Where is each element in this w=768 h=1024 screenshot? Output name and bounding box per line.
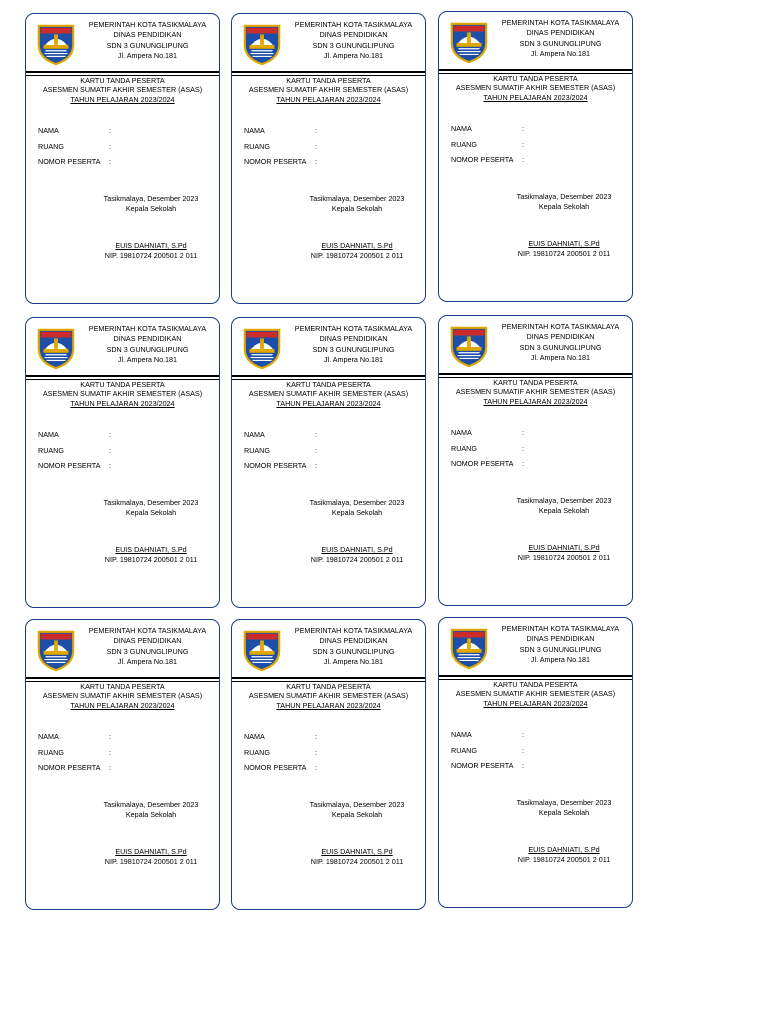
name-field: [244, 430, 317, 440]
number-label: NOMOR PESERTA: [244, 763, 307, 772]
name-label: NAMA: [38, 430, 59, 439]
school-header: [489, 624, 632, 666]
header-office: DINAS PENDIDIKAN: [113, 30, 182, 40]
room-colon: :: [109, 748, 111, 757]
room-field: [244, 748, 317, 758]
room-field: [451, 140, 524, 150]
title-school-year: TAHUN PELAJARAN 2023/2024: [483, 92, 588, 102]
city-emblem-logo: [35, 22, 77, 66]
room-colon: :: [315, 446, 317, 455]
name-label: NAMA: [244, 430, 265, 439]
title-assessment: ASESMEN SUMATIF AKHIR SEMESTER (ASAS): [455, 387, 616, 397]
title-school-year: TAHUN PELAJARAN 2023/2024: [483, 698, 588, 708]
name-field: [38, 732, 111, 742]
signer-role: Kepala Sekolah: [538, 202, 590, 211]
name-colon: :: [315, 732, 317, 741]
name-label: NAMA: [244, 126, 265, 135]
room-colon: :: [315, 142, 317, 151]
name-colon: :: [315, 126, 317, 135]
header-rule-thick: [232, 71, 425, 73]
header-rule-thick: [26, 71, 219, 73]
number-colon: :: [109, 763, 111, 772]
title-card-name: KARTU TANDA PESERTA: [286, 682, 371, 691]
place-date: Tasikmalaya, Desember 2023: [309, 194, 405, 203]
header-office: DINAS PENDIDIKAN: [526, 28, 595, 38]
signer-nip: NIP. 19810724 200501 2 011: [517, 553, 611, 562]
header-rule-thick: [26, 677, 219, 679]
title-school-year: TAHUN PELAJARAN 2023/2024: [276, 700, 381, 710]
room-field: [244, 446, 317, 456]
city-emblem-logo: [448, 324, 490, 368]
room-label: RUANG: [38, 446, 64, 455]
school-header: [489, 322, 632, 364]
header-office: DINAS PENDIDIKAN: [526, 634, 595, 644]
header-school: SDN 3 GUNUNGLIPUNG: [519, 644, 602, 654]
room-field: [38, 748, 111, 758]
name-field: [451, 428, 524, 438]
room-label: RUANG: [244, 142, 270, 151]
name-label: NAMA: [38, 732, 59, 741]
room-label: RUANG: [451, 746, 477, 755]
title-card-name: KARTU TANDA PESERTA: [80, 76, 165, 85]
header-address: Jl. Ampera No.181: [323, 51, 384, 61]
header-rule-thick: [232, 677, 425, 679]
header-government: PEMERINTAH KOTA TASIKMALAYA: [501, 18, 620, 27]
room-field: [451, 444, 524, 454]
participant-card: [231, 317, 426, 608]
signer-role: Kepala Sekolah: [125, 508, 177, 517]
number-colon: :: [109, 157, 111, 166]
place-date: Tasikmalaya, Desember 2023: [103, 498, 199, 507]
header-rule-thick: [439, 69, 632, 71]
name-label: NAMA: [451, 124, 472, 133]
signer-nip: NIP. 19810724 200501 2 011: [517, 249, 611, 258]
name-colon: :: [109, 126, 111, 135]
number-colon: :: [315, 763, 317, 772]
signer-role: Kepala Sekolah: [331, 810, 383, 819]
school-header: [76, 20, 219, 62]
name-colon: :: [522, 124, 524, 133]
school-header: [282, 20, 425, 62]
title-school-year: TAHUN PELAJARAN 2023/2024: [70, 700, 175, 710]
signer-nip: NIP. 19810724 200501 2 011: [104, 555, 198, 564]
title-school-year: TAHUN PELAJARAN 2023/2024: [70, 398, 175, 408]
room-label: RUANG: [451, 140, 477, 149]
school-header: [282, 324, 425, 366]
title-assessment: ASESMEN SUMATIF AKHIR SEMESTER (ASAS): [248, 691, 409, 701]
signer-name: EUIS DAHNIATI, S.Pd: [115, 545, 187, 554]
place-date: Tasikmalaya, Desember 2023: [516, 798, 612, 807]
title-school-year: TAHUN PELAJARAN 2023/2024: [483, 396, 588, 406]
signer-role: Kepala Sekolah: [331, 204, 383, 213]
title-assessment: ASESMEN SUMATIF AKHIR SEMESTER (ASAS): [42, 691, 203, 701]
room-field: [38, 446, 111, 456]
signer-name: EUIS DAHNIATI, S.Pd: [528, 239, 600, 248]
signer-nip: NIP. 19810724 200501 2 011: [310, 251, 404, 260]
title-card-name: KARTU TANDA PESERTA: [493, 680, 578, 689]
name-label: NAMA: [451, 428, 472, 437]
header-office: DINAS PENDIDIKAN: [113, 636, 182, 646]
card-title: [26, 380, 219, 408]
header-office: DINAS PENDIDIKAN: [526, 332, 595, 342]
header-address: Jl. Ampera No.181: [530, 655, 591, 665]
number-colon: :: [522, 459, 524, 468]
number-colon: :: [522, 761, 524, 770]
header-government: PEMERINTAH KOTA TASIKMALAYA: [294, 324, 413, 333]
card-title: [232, 682, 425, 710]
title-assessment: ASESMEN SUMATIF AKHIR SEMESTER (ASAS): [248, 389, 409, 399]
header-school: SDN 3 GUNUNGLIPUNG: [312, 344, 395, 354]
school-header: [76, 324, 219, 366]
title-assessment: ASESMEN SUMATIF AKHIR SEMESTER (ASAS): [248, 85, 409, 95]
name-colon: :: [522, 428, 524, 437]
room-colon: :: [522, 746, 524, 755]
name-field: [38, 126, 111, 136]
number-field: [244, 461, 317, 471]
title-card-name: KARTU TANDA PESERTA: [286, 380, 371, 389]
header-address: Jl. Ampera No.181: [530, 353, 591, 363]
number-label: NOMOR PESERTA: [244, 461, 307, 470]
number-label: NOMOR PESERTA: [38, 763, 101, 772]
number-label: NOMOR PESERTA: [451, 761, 514, 770]
number-field: [451, 459, 524, 469]
signer-role: Kepala Sekolah: [538, 506, 590, 515]
place-date: Tasikmalaya, Desember 2023: [103, 194, 199, 203]
room-field: [451, 746, 524, 756]
room-colon: :: [315, 748, 317, 757]
room-colon: :: [109, 446, 111, 455]
header-government: PEMERINTAH KOTA TASIKMALAYA: [88, 324, 207, 333]
header-school: SDN 3 GUNUNGLIPUNG: [106, 40, 189, 50]
place-date: Tasikmalaya, Desember 2023: [516, 192, 612, 201]
header-office: DINAS PENDIDIKAN: [113, 334, 182, 344]
number-label: NOMOR PESERTA: [451, 155, 514, 164]
header-rule-thick: [232, 375, 425, 377]
name-label: NAMA: [244, 732, 265, 741]
city-emblem-logo: [35, 628, 77, 672]
signer-name: EUIS DAHNIATI, S.Pd: [115, 847, 187, 856]
participant-card: [231, 619, 426, 910]
header-rule-thick: [439, 373, 632, 375]
room-colon: :: [522, 444, 524, 453]
number-colon: :: [109, 461, 111, 470]
signer-name: EUIS DAHNIATI, S.Pd: [321, 847, 393, 856]
participant-card: [25, 619, 220, 910]
title-assessment: ASESMEN SUMATIF AKHIR SEMESTER (ASAS): [455, 83, 616, 93]
number-colon: :: [315, 461, 317, 470]
number-colon: :: [315, 157, 317, 166]
name-field: [244, 732, 317, 742]
signer-role: Kepala Sekolah: [125, 204, 177, 213]
header-school: SDN 3 GUNUNGLIPUNG: [519, 342, 602, 352]
card-title: [26, 682, 219, 710]
title-assessment: ASESMEN SUMATIF AKHIR SEMESTER (ASAS): [42, 85, 203, 95]
number-label: NOMOR PESERTA: [244, 157, 307, 166]
title-card-name: KARTU TANDA PESERTA: [493, 74, 578, 83]
header-government: PEMERINTAH KOTA TASIKMALAYA: [501, 624, 620, 633]
header-school: SDN 3 GUNUNGLIPUNG: [312, 646, 395, 656]
title-card-name: KARTU TANDA PESERTA: [80, 682, 165, 691]
header-address: Jl. Ampera No.181: [323, 657, 384, 667]
name-field: [38, 430, 111, 440]
signer-nip: NIP. 19810724 200501 2 011: [310, 857, 404, 866]
signer-role: Kepala Sekolah: [538, 808, 590, 817]
name-label: NAMA: [38, 126, 59, 135]
city-emblem-logo: [35, 326, 77, 370]
name-field: [451, 730, 524, 740]
room-field: [244, 142, 317, 152]
signer-nip: NIP. 19810724 200501 2 011: [104, 857, 198, 866]
participant-card: [438, 315, 633, 606]
participant-card: [438, 617, 633, 908]
header-address: Jl. Ampera No.181: [117, 355, 178, 365]
signer-nip: NIP. 19810724 200501 2 011: [517, 855, 611, 864]
title-school-year: TAHUN PELAJARAN 2023/2024: [70, 94, 175, 104]
header-school: SDN 3 GUNUNGLIPUNG: [312, 40, 395, 50]
signer-role: Kepala Sekolah: [125, 810, 177, 819]
number-label: NOMOR PESERTA: [38, 157, 101, 166]
signer-name: EUIS DAHNIATI, S.Pd: [528, 845, 600, 854]
signer-name: EUIS DAHNIATI, S.Pd: [115, 241, 187, 250]
school-header: [76, 626, 219, 668]
city-emblem-logo: [241, 326, 283, 370]
room-label: RUANG: [38, 748, 64, 757]
name-field: [244, 126, 317, 136]
signer-name: EUIS DAHNIATI, S.Pd: [321, 241, 393, 250]
name-colon: :: [315, 430, 317, 439]
place-date: Tasikmalaya, Desember 2023: [516, 496, 612, 505]
signer-role: Kepala Sekolah: [331, 508, 383, 517]
city-emblem-logo: [241, 22, 283, 66]
title-assessment: ASESMEN SUMATIF AKHIR SEMESTER (ASAS): [42, 389, 203, 399]
name-colon: :: [109, 732, 111, 741]
city-emblem-logo: [448, 626, 490, 670]
number-field: [38, 157, 111, 167]
room-label: RUANG: [38, 142, 64, 151]
header-office: DINAS PENDIDIKAN: [319, 30, 388, 40]
room-colon: :: [109, 142, 111, 151]
room-label: RUANG: [451, 444, 477, 453]
header-government: PEMERINTAH KOTA TASIKMALAYA: [294, 626, 413, 635]
header-address: Jl. Ampera No.181: [323, 355, 384, 365]
place-date: Tasikmalaya, Desember 2023: [309, 498, 405, 507]
header-rule-thick: [26, 375, 219, 377]
title-assessment: ASESMEN SUMATIF AKHIR SEMESTER (ASAS): [455, 689, 616, 699]
header-government: PEMERINTAH KOTA TASIKMALAYA: [88, 20, 207, 29]
card-title: [26, 76, 219, 104]
room-label: RUANG: [244, 748, 270, 757]
place-date: Tasikmalaya, Desember 2023: [103, 800, 199, 809]
card-title: [439, 680, 632, 708]
number-field: [244, 157, 317, 167]
header-school: SDN 3 GUNUNGLIPUNG: [519, 38, 602, 48]
header-address: Jl. Ampera No.181: [530, 49, 591, 59]
header-government: PEMERINTAH KOTA TASIKMALAYA: [88, 626, 207, 635]
number-field: [244, 763, 317, 773]
name-colon: :: [522, 730, 524, 739]
number-colon: :: [522, 155, 524, 164]
card-title: [439, 378, 632, 406]
participant-card: [438, 11, 633, 302]
header-address: Jl. Ampera No.181: [117, 51, 178, 61]
signer-name: EUIS DAHNIATI, S.Pd: [528, 543, 600, 552]
participant-card: [231, 13, 426, 304]
header-government: PEMERINTAH KOTA TASIKMALAYA: [294, 20, 413, 29]
signer-name: EUIS DAHNIATI, S.Pd: [321, 545, 393, 554]
room-colon: :: [522, 140, 524, 149]
header-office: DINAS PENDIDIKAN: [319, 636, 388, 646]
card-title: [232, 76, 425, 104]
city-emblem-logo: [448, 20, 490, 64]
header-address: Jl. Ampera No.181: [117, 657, 178, 667]
room-label: RUANG: [244, 446, 270, 455]
header-rule-thick: [439, 675, 632, 677]
title-card-name: KARTU TANDA PESERTA: [286, 76, 371, 85]
participant-card: [25, 13, 220, 304]
name-colon: :: [109, 430, 111, 439]
signer-nip: NIP. 19810724 200501 2 011: [310, 555, 404, 564]
number-field: [38, 763, 111, 773]
number-field: [451, 761, 524, 771]
number-label: NOMOR PESERTA: [451, 459, 514, 468]
header-school: SDN 3 GUNUNGLIPUNG: [106, 646, 189, 656]
number-label: NOMOR PESERTA: [38, 461, 101, 470]
place-date: Tasikmalaya, Desember 2023: [309, 800, 405, 809]
header-office: DINAS PENDIDIKAN: [319, 334, 388, 344]
card-title: [439, 74, 632, 102]
title-school-year: TAHUN PELAJARAN 2023/2024: [276, 398, 381, 408]
number-field: [451, 155, 524, 165]
name-field: [451, 124, 524, 134]
city-emblem-logo: [241, 628, 283, 672]
card-title: [232, 380, 425, 408]
title-card-name: KARTU TANDA PESERTA: [80, 380, 165, 389]
title-card-name: KARTU TANDA PESERTA: [493, 378, 578, 387]
room-field: [38, 142, 111, 152]
participant-card: [25, 317, 220, 608]
name-label: NAMA: [451, 730, 472, 739]
school-header: [489, 18, 632, 60]
title-school-year: TAHUN PELAJARAN 2023/2024: [276, 94, 381, 104]
header-school: SDN 3 GUNUNGLIPUNG: [106, 344, 189, 354]
header-government: PEMERINTAH KOTA TASIKMALAYA: [501, 322, 620, 331]
school-header: [282, 626, 425, 668]
number-field: [38, 461, 111, 471]
signer-nip: NIP. 19810724 200501 2 011: [104, 251, 198, 260]
